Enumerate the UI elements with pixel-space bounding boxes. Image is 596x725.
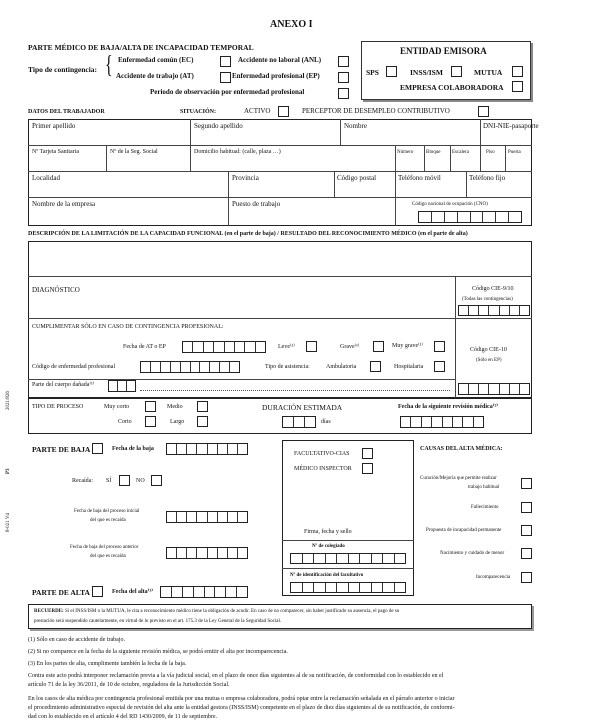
parte-alta-title: PARTE DE ALTA — [32, 588, 90, 597]
tipo-proceso-label: TIPO DE PROCESO — [32, 404, 84, 410]
medio-label: Medio — [167, 404, 183, 410]
grave-label: Grave⁽¹⁾ — [340, 344, 360, 350]
checkbox-observacion[interactable] — [338, 88, 349, 99]
checkbox-nacimiento[interactable] — [521, 548, 532, 559]
movil-label: Teléfono móvil — [398, 174, 441, 182]
option-observacion-label: Periodo de observación por enfermedad profesional — [150, 88, 305, 96]
cno-label: Código nacional de ocupación (CNO) — [412, 202, 488, 207]
recuerde-box — [28, 604, 532, 629]
causa-nacimiento-label: Nacimiento y cuidado de menor — [440, 551, 505, 556]
checkbox-incapacidad[interactable] — [521, 525, 532, 536]
tarjeta-label: Nº Tarjeta Sanitaria — [32, 149, 79, 155]
identificacion-digits[interactable] — [290, 582, 406, 593]
dias-label: días — [321, 419, 331, 425]
checkbox-ambulatoria[interactable] — [370, 361, 381, 372]
side-code-1: 2021/826 — [6, 391, 11, 410]
option-at-label: Accidente de trabajo (AT) — [116, 72, 194, 80]
empresa-label: Nombre de la empresa — [32, 200, 96, 208]
hospitalaria-label: Hospitalaria — [394, 364, 424, 370]
fecha-inicial-digits[interactable] — [166, 511, 248, 523]
firma-label: Firma, fecha y sello — [304, 529, 352, 535]
leve-label: Leve⁽¹⁾ — [278, 344, 295, 350]
puesto-label: Puesto de trabajo — [232, 200, 281, 208]
entidad-emisora-title: ENTIDAD EMISORA — [400, 46, 487, 56]
profesional-title: CUMPLIMENTAR SÓLO EN CASO DE CONTINGENCIA PROFESIONAL: — [32, 324, 224, 330]
checkbox-recaida-si[interactable] — [119, 475, 130, 486]
causa-curacion-label-1: Curación/Mejoría que permite realizar — [420, 476, 497, 481]
descripcion-title: DESCRIPCIÓN DE LA LIMITACIÓN DE LA CAPACIDAD FUNCIONAL (en el parte de baja) / RESULTADO DEL RECONOCIMIENTO MÉDICO (en el parte de alta) — [28, 231, 468, 237]
escalera-label: Escalera — [452, 150, 469, 155]
checkbox-parte-baja[interactable] — [92, 443, 103, 454]
inspector-label: MÉDICO INSPECTOR — [294, 466, 352, 472]
checkbox-recaida-no[interactable] — [151, 475, 162, 486]
checkbox-hospitalaria[interactable] — [434, 361, 445, 372]
codigo-ep-label: Código de enfermedad profesional — [32, 364, 116, 370]
fecha-anterior-label-1: Fecha de baja del proceso anterior — [70, 545, 139, 550]
note-2: (2) Si no comparece en la fecha de la siguiente revisión médica, se podrá emitir el alta por incomparecencia. — [28, 649, 288, 655]
side-code-3: 8-021 V4 — [6, 513, 11, 532]
piso-label: Piso — [486, 150, 495, 155]
bloque-label: Bloque — [426, 150, 441, 155]
option-ep-label: Enfermedad profesional (EP) — [232, 72, 320, 80]
option-anl-label: Accidente no laboral (ANL) — [238, 56, 322, 64]
tipo-asistencia-label: Tipo de asistencia: — [265, 364, 310, 370]
checkbox-ec[interactable] — [220, 56, 231, 67]
checkbox-ep[interactable] — [338, 72, 349, 83]
parte-cuerpo-digits[interactable] — [108, 380, 136, 392]
causa-incomparecencia-label: Incomparecencia — [476, 575, 511, 580]
descripcion-area — [28, 241, 532, 398]
colegiado-digits[interactable] — [290, 553, 406, 564]
revision-label: Fecha de la siguiente revisión médica⁽²⁾ — [398, 404, 499, 410]
nombre-label: Nombre — [344, 122, 367, 130]
fecha-inicial-label-2: del que es recaída — [90, 518, 126, 523]
checkbox-muy-grave[interactable] — [434, 341, 445, 352]
causas-title: CAUSAS DEL ALTA MÉDICA: — [420, 446, 503, 452]
checkbox-inss[interactable] — [451, 66, 462, 77]
note-1: (1) Sólo en caso de accidente de trabajo. — [28, 637, 125, 643]
causa-fallecimiento-label: Fallecimiento — [471, 505, 499, 510]
option-ec-label: Enfermedad común (EC) — [118, 56, 194, 64]
checkbox-at[interactable] — [220, 72, 231, 83]
provincia-label: Provincia — [232, 174, 259, 182]
cie10-sub-label: (Sólo en EP) — [476, 358, 502, 363]
checkbox-sps[interactable] — [386, 66, 397, 77]
checkbox-anl[interactable] — [338, 56, 349, 67]
checkbox-incomparecencia[interactable] — [521, 572, 532, 583]
codigo-ep-digits[interactable] — [140, 361, 240, 373]
checkbox-grave[interactable] — [373, 341, 384, 352]
recuerde-label: RECUERDE: — [34, 609, 64, 614]
primer-apellido-label: Primer apellido — [32, 122, 76, 130]
causa-curacion-label-2: trabajo habitual — [468, 485, 500, 490]
checkbox-empresa-colaboradora[interactable] — [512, 81, 523, 92]
fijo-label: Teléfono fijo — [469, 174, 506, 182]
activo-label: ACTIVO — [244, 107, 271, 115]
localidad-label: Localidad — [32, 174, 60, 182]
revision-digits[interactable] — [400, 416, 484, 428]
cie-sub-label: (Todas las contingencias) — [462, 297, 513, 302]
fecha-baja-label: Fecha de la baja — [112, 446, 154, 452]
numero-label: Número — [397, 150, 414, 155]
checkbox-curacion[interactable] — [521, 478, 532, 489]
situacion-label: SITUACIÓN: — [180, 109, 217, 115]
domicilio-label: Domicilio habitual: (calle, plaza …) — [194, 149, 281, 155]
fecha-at-digits[interactable] — [182, 341, 266, 353]
checkbox-mutua[interactable] — [512, 66, 523, 77]
legal-paragraph-2c: dad con lo establecido en el artículo 4 del RD 1430/2009, de 11 de septiembre. — [28, 714, 218, 720]
largo-label: Largo — [170, 419, 185, 425]
corto-label: Corto — [118, 419, 132, 425]
recaida-no-label: NO — [136, 478, 145, 484]
checkbox-inspector[interactable] — [362, 463, 373, 474]
legal-paragraph-2b: el procedimiento administrativo especial de revisión del alta ante la entidad gestora (INSS/ISM) competente en el plazo de diez días siguientes al de su notificación, de conformi- — [28, 705, 455, 711]
recaida-si-label: SÍ — [106, 478, 112, 484]
duracion-digits[interactable] — [282, 416, 316, 428]
recuerde-text-2: prestación será suspendido cautelarmente, en virtud de lo previsto en el art. 175.3 de la Ley General de la Seguridad Social. — [34, 619, 282, 624]
checkbox-largo[interactable] — [197, 416, 208, 427]
checkbox-perceptor[interactable] — [478, 106, 489, 117]
legal-paragraph-1b: artículo 71 de la ley 36/2011, de 10 de octubre, reguladora de la Jurisdicción Social. — [28, 682, 230, 688]
parte-baja-title: PARTE DE BAJA — [32, 445, 91, 454]
segundo-apellido-label: Segundo apellido — [194, 122, 243, 130]
muy-grave-label: Muy grave⁽¹⁾ — [392, 343, 423, 349]
muy-corto-label: Muy corto — [104, 404, 130, 410]
checkbox-cias[interactable] — [362, 448, 373, 459]
cie-digits[interactable] — [458, 305, 530, 316]
cie10-digits[interactable] — [458, 383, 530, 395]
legal-paragraph-2a: En los casos de alta médica por contingencia profesional emitida por una mutua o empresa colaboradora, podrá optar entre la reclamación señalada en el párrafo anterior o iniciar — [28, 696, 455, 702]
cie-label: Código CIE-9/10 — [472, 286, 514, 292]
cie10-label: Código CIE-10 — [470, 347, 507, 353]
trabajador-title: DATOS DEL TRABAJADOR — [28, 109, 105, 115]
form-title: PARTE MÉDICO DE BAJA/ALTA DE INCAPACIDAD TEMPORAL — [28, 43, 254, 52]
checkbox-parte-alta[interactable] — [92, 586, 103, 597]
dni-label: DNI-NIE-pasaporte — [483, 122, 539, 130]
puerta-label: Puerta — [508, 150, 521, 155]
checkbox-corto[interactable] — [145, 416, 156, 427]
emisora-inss-label: INSS/ISM — [410, 68, 443, 77]
causa-incapacidad-label: Propuesta de incapacidad permanente — [426, 528, 502, 533]
seg-social-label: Nº de la Seg. Social — [110, 149, 158, 155]
fecha-anterior-label-2: del que es recaída — [90, 554, 126, 559]
cno-digits[interactable] — [418, 211, 522, 223]
page-title: ANEXO I — [270, 19, 313, 30]
checkbox-fallecimiento[interactable] — [521, 502, 532, 513]
brace: { — [105, 51, 113, 79]
colegiado-label: Nº de colegiado — [312, 544, 345, 549]
fecha-inicial-label-1: Fecha de baja del proceso inicial — [74, 509, 140, 514]
fecha-alta-label: Fecha del alta⁽³⁾ — [112, 589, 154, 595]
note-3: (3) En los partes de alta, cumplimente también la fecha de la baja. — [28, 661, 187, 667]
checkbox-muy-corto[interactable] — [145, 401, 156, 412]
recuerde-text-1: Si el INSS/ISM o la MUTUA, le cita a reconocimiento médico tiene la obligación de acudir. En caso de no comparecer, sin haber justificado su ausencia, el pago de su — [64, 609, 400, 614]
cp-label: Código postal — [337, 174, 377, 182]
fecha-at-label: Fecha de AT o EP — [123, 344, 166, 350]
emisora-sps-label: SPS — [366, 68, 379, 77]
trabajador-grid — [28, 119, 532, 226]
cias-label: FACULTATIVO-CIAS — [294, 451, 350, 457]
contingency-label: Tipo de contingencia: — [28, 65, 98, 74]
legal-paragraph-1a: Contra este acto podrá interponer reclamación previa a la vía judicial social, en el plazo de once días siguientes al de su notificación, de conformidad con lo establecido en el — [28, 673, 444, 679]
checkbox-leve[interactable] — [306, 341, 317, 352]
diagnostico-label: DIAGNÓSTICO — [32, 286, 80, 294]
emisora-empresa-label: EMPRESA COLABORADORA — [400, 83, 504, 92]
fecha-baja-digits[interactable] — [166, 443, 248, 455]
duracion-label: DURACIÓN ESTIMADA — [262, 403, 343, 412]
recaida-label: Recaída: — [72, 478, 93, 484]
parte-cuerpo-label: Parte del cuerpo dañada⁽¹⁾ — [32, 382, 95, 388]
recuerde-line-1 — [34, 609, 399, 614]
emisora-mutua-label: MUTUA — [474, 68, 503, 77]
checkbox-medio[interactable] — [197, 401, 208, 412]
fecha-anterior-digits[interactable] — [166, 547, 248, 559]
identificacion-label: Nº de identificación del facultativo — [290, 573, 364, 578]
side-code-2: P3 — [6, 468, 11, 474]
ambulatoria-label: Ambulatoria — [326, 364, 357, 370]
fecha-alta-digits[interactable] — [160, 586, 248, 598]
checkbox-activo[interactable] — [278, 106, 289, 117]
perceptor-label: PERCEPTOR DE DESEMPLEO CONTRIBUTIVO — [302, 107, 450, 115]
